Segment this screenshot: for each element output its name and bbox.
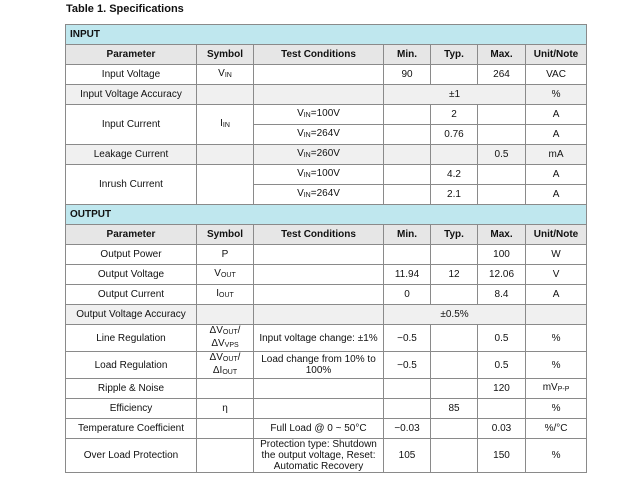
conditions-cell (254, 285, 384, 305)
unit-cell: W (526, 245, 587, 265)
header-typ: Typ. (431, 225, 478, 245)
unit-cell: % (526, 439, 587, 473)
header-typ: Typ. (431, 45, 478, 65)
conditions-cell (254, 265, 384, 285)
header-max: Max. (478, 225, 526, 245)
max-cell (478, 399, 526, 419)
parameter-cell: Line Regulation (66, 325, 197, 352)
typ-cell (431, 145, 478, 165)
min-cell: 105 (384, 439, 431, 473)
max-cell (478, 105, 526, 125)
header-unit: Unit/Note (526, 45, 587, 65)
typ-cell: 0.76 (431, 125, 478, 145)
symbol-cell: $V_{OUT}$ (197, 265, 254, 285)
unit-cell: A (526, 165, 587, 185)
unit-cell (526, 305, 587, 325)
min-cell (384, 245, 431, 265)
table-row (66, 85, 587, 105)
table-row (66, 265, 587, 285)
section-header-input (66, 25, 587, 45)
table-row (66, 105, 587, 125)
min-cell: 90 (384, 65, 431, 85)
typ-cell (431, 325, 478, 352)
parameter-cell: Input Current (66, 105, 197, 145)
typ-cell: 4.2 (431, 165, 478, 185)
symbol-cell: P (197, 245, 254, 265)
conditions-cell (254, 379, 384, 399)
symbol-cell (197, 165, 254, 205)
symbol-cell (197, 85, 254, 105)
header-min: Min. (384, 225, 431, 245)
table-row (66, 439, 587, 473)
table-row (66, 145, 587, 165)
header-symbol: Symbol (197, 225, 254, 245)
parameter-cell: Inrush Current (66, 165, 197, 205)
header-test-conditions: Test Conditions (254, 225, 384, 245)
specifications-table (65, 24, 587, 473)
table-title: Table 1. Specifications (66, 3, 184, 15)
min-cell (384, 125, 431, 145)
table-row (66, 379, 587, 399)
max-cell (478, 125, 526, 145)
typ-cell (431, 352, 478, 379)
min-cell (384, 185, 431, 205)
conditions-cell (254, 85, 384, 105)
unit-cell: V (526, 265, 587, 285)
max-cell: 0.03 (478, 419, 526, 439)
parameter-cell: Input Voltage (66, 65, 197, 85)
conditions-cell: $V_{IN}=100V$ (254, 165, 384, 185)
typ-cell (431, 285, 478, 305)
parameter-cell: Output Current (66, 285, 197, 305)
unit-cell: %/°C (526, 419, 587, 439)
header-parameter: Parameter (66, 45, 197, 65)
parameter-cell: Load Regulation (66, 352, 197, 379)
header-parameter: Parameter (66, 225, 197, 245)
table-row (66, 65, 587, 85)
table-row (66, 352, 587, 379)
symbol-cell: $I_{IN}$ (197, 105, 254, 145)
max-cell: 150 (478, 439, 526, 473)
header-min: Min. (384, 45, 431, 65)
column-header-row (66, 45, 587, 65)
max-cell: 264 (478, 65, 526, 85)
table-row (66, 399, 587, 419)
value-span-cell: ±0.5% (384, 305, 526, 325)
conditions-cell: $V_{IN}=260V$ (254, 145, 384, 165)
symbol-cell: $I_{OUT}$ (197, 285, 254, 305)
parameter-cell: Ripple & Noise (66, 379, 197, 399)
unit-cell: % (526, 325, 587, 352)
table-row (66, 165, 587, 185)
typ-cell (431, 379, 478, 399)
unit-cell: VAC (526, 65, 587, 85)
symbol-cell (197, 379, 254, 399)
parameter-cell: Efficiency (66, 399, 197, 419)
min-cell (384, 165, 431, 185)
conditions-cell: $V_{IN}=264V$ (254, 125, 384, 145)
max-cell: 12.06 (478, 265, 526, 285)
parameter-cell: Output Power (66, 245, 197, 265)
min-cell: −0.03 (384, 419, 431, 439)
typ-cell: 12 (431, 265, 478, 285)
unit-cell: $mV_{P-P}$ (526, 379, 587, 399)
conditions-cell: Protection type: Shutdown the output voltage, Reset: Automatic Recovery (254, 439, 384, 473)
section-title: INPUT (66, 25, 587, 45)
max-cell (478, 185, 526, 205)
column-header-row (66, 225, 587, 245)
section-title: OUTPUT (66, 205, 587, 225)
min-cell (384, 105, 431, 125)
parameter-cell: Input Voltage Accuracy (66, 85, 197, 105)
conditions-cell (254, 399, 384, 419)
max-cell: 120 (478, 379, 526, 399)
symbol-cell: $V_{IN}$ (197, 65, 254, 85)
table-row (66, 305, 587, 325)
unit-cell: A (526, 285, 587, 305)
symbol-cell (197, 419, 254, 439)
unit-cell: % (526, 85, 587, 105)
min-cell (384, 145, 431, 165)
min-cell: 11.94 (384, 265, 431, 285)
symbol-cell (197, 439, 254, 473)
max-cell: 0.5 (478, 325, 526, 352)
unit-cell: % (526, 352, 587, 379)
parameter-cell: Leakage Current (66, 145, 197, 165)
max-cell: 100 (478, 245, 526, 265)
table-row (66, 419, 587, 439)
min-cell: −0.5 (384, 352, 431, 379)
header-symbol: Symbol (197, 45, 254, 65)
symbol-cell (197, 145, 254, 165)
table-row (66, 285, 587, 305)
typ-cell: 2 (431, 105, 478, 125)
symbol-cell: η (197, 399, 254, 419)
typ-cell (431, 65, 478, 85)
conditions-cell (254, 245, 384, 265)
min-cell (384, 399, 431, 419)
conditions-cell (254, 305, 384, 325)
header-max: Max. (478, 45, 526, 65)
typ-cell (431, 419, 478, 439)
typ-cell (431, 245, 478, 265)
max-cell (478, 165, 526, 185)
min-cell: 0 (384, 285, 431, 305)
symbol-cell: $\Delta V_{OUT}/\Delta V_{VPS}$ (197, 325, 254, 352)
conditions-cell (254, 65, 384, 85)
typ-cell: 85 (431, 399, 478, 419)
symbol-cell (197, 305, 254, 325)
typ-cell (431, 439, 478, 473)
unit-cell: A (526, 105, 587, 125)
header-test-conditions: Test Conditions (254, 45, 384, 65)
max-cell: 0.5 (478, 352, 526, 379)
parameter-cell: Output Voltage (66, 265, 197, 285)
conditions-cell: Input voltage change: ±1% (254, 325, 384, 352)
max-cell: 0.5 (478, 145, 526, 165)
typ-cell: 2.1 (431, 185, 478, 205)
unit-cell: A (526, 185, 587, 205)
conditions-cell: $V_{IN}=264V$ (254, 185, 384, 205)
parameter-cell: Over Load Protection (66, 439, 197, 473)
symbol-cell: $\Delta V_{OUT}/\Delta I_{OUT}$ (197, 352, 254, 379)
parameter-cell: Output Voltage Accuracy (66, 305, 197, 325)
unit-cell: A (526, 125, 587, 145)
parameter-cell: Temperature Coefficient (66, 419, 197, 439)
section-header-output (66, 205, 587, 225)
max-cell: 8.4 (478, 285, 526, 305)
table-row (66, 245, 587, 265)
value-span-cell: ±1 (384, 85, 526, 105)
conditions-cell: Full Load @ 0 ~ 50°C (254, 419, 384, 439)
min-cell (384, 379, 431, 399)
unit-cell: % (526, 399, 587, 419)
conditions-cell: $V_{IN}=100V$ (254, 105, 384, 125)
conditions-cell: Load change from 10% to 100% (254, 352, 384, 379)
min-cell: −0.5 (384, 325, 431, 352)
table-row (66, 325, 587, 352)
header-unit: Unit/Note (526, 225, 587, 245)
unit-cell: mA (526, 145, 587, 165)
